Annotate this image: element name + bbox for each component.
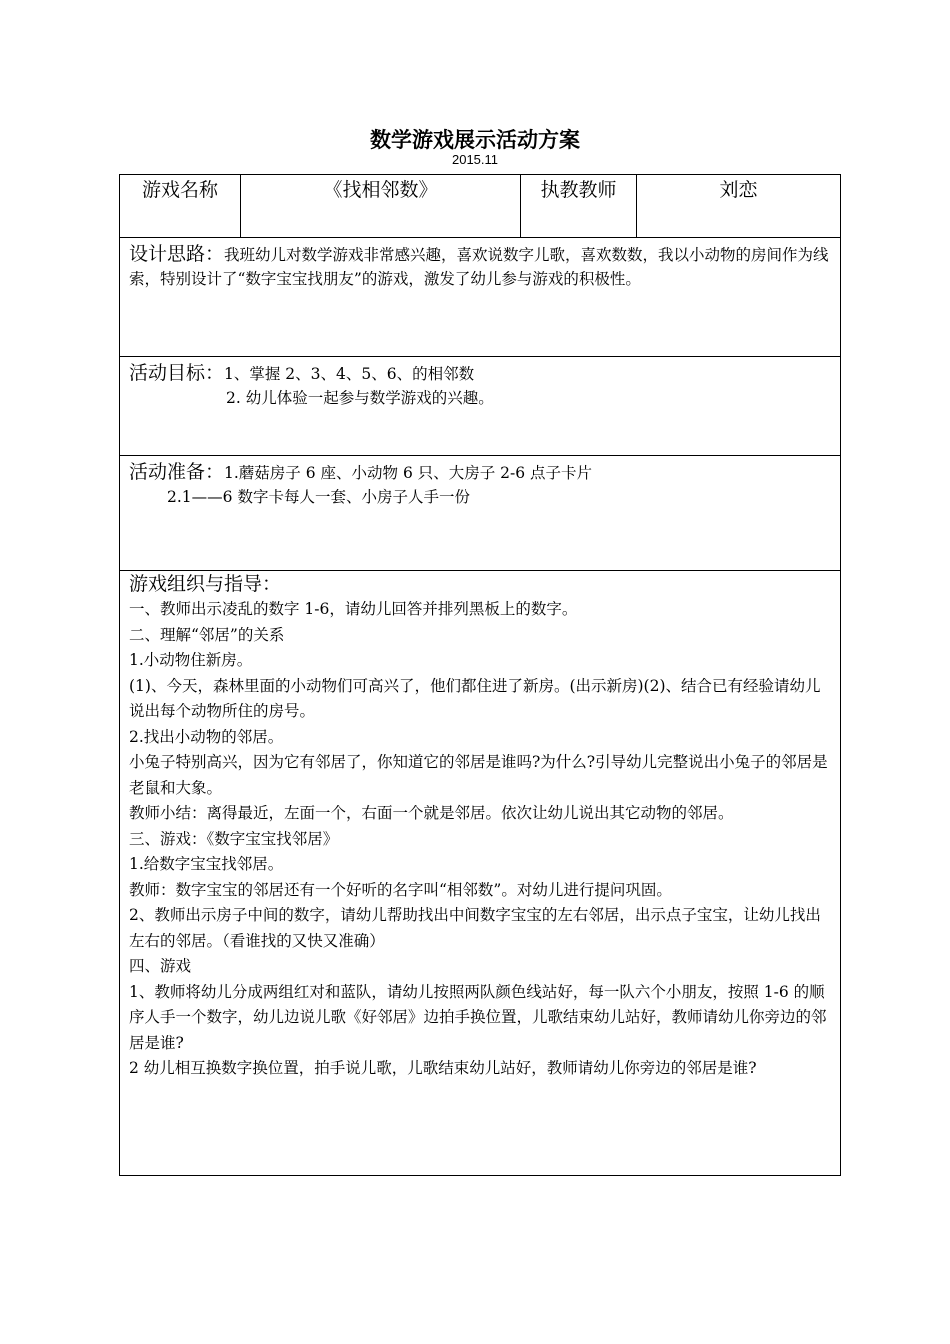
goal-item: 2. 幼儿体验一起参与数学游戏的兴趣。 [226,389,494,407]
design-row [120,238,841,357]
teacher-label: 执教教师 [521,175,637,238]
guidance-line: 三、游戏：《数字宝宝找邻居》 [129,829,339,848]
preparation-item: 1.蘑菇房子 6 座、小动物 6 只、大房子 2-6 点子卡片 [224,464,593,482]
header-row [120,175,841,238]
preparation-item: 2.1——6 数字卡每人一套、小房子人手一份 [167,488,470,506]
goals-cell [120,357,841,456]
guidance-line: 1.给数字宝宝找邻居。 [129,855,284,873]
guidance-line: 教师：数字宝宝的邻居还有一个好听的名字叫“相邻数”。对幼儿进行提问巩固。 [129,880,672,899]
guidance-cell [120,571,841,1176]
guidance-line: 1.小动物住新房。 [129,651,253,669]
preparation-label: 活动准备： [129,461,225,483]
guidance-line: 二、理解“邻居”的关系 [129,625,285,644]
game-name-value: 《找相邻数》 [241,175,521,238]
guidance-line: 小兔子特别高兴，因为它有邻居了，你知道它的邻居是谁吗?为什么?引导幼儿完整说出小兔子的邻居是老鼠和大象。 [129,753,828,797]
guidance-label: 游戏组织与指导： [129,573,282,595]
guidance-line: 1、教师将幼儿分成两组红对和蓝队，请幼儿按照两队颜色线站好，每一队六个小朋友，按照 1-6 的顺序人手一个数字，幼儿边说儿歌《好邻居》边拍手换位置，儿歌结束幼儿站好，教师请幼儿你旁边的邻居是谁? [129,982,827,1052]
guidance-line: 教师小结：离得最近，左面一个，右面一个就是邻居。依次让幼儿说出其它动物的邻居。 [129,804,734,822]
guidance-line: 一、教师出示凌乱的数字 1-6，请幼儿回答并排列黑板上的数字。 [129,600,578,618]
goals-row [120,357,841,456]
goal-item: 1、掌握 2、3、4、5、6、的相邻数 [224,365,475,383]
guidance-row [120,571,841,1176]
goals-label: 活动目标： [129,362,225,384]
design-text: 我班幼儿对数学游戏非常感兴趣，喜欢说数字儿歌，喜欢数数，我以小动物的房间作为线索，特别设计了“数字宝宝找朋友”的游戏，激发了幼儿参与游戏的积极性。 [129,246,829,288]
design-cell [120,238,841,357]
guidance-line: 四、游戏 [129,957,192,975]
document-date: 2015.11 [451,152,499,167]
activity-plan-table [119,174,841,1176]
preparation-row [120,456,841,571]
design-label: 设计思路： [129,243,225,265]
game-name-label: 游戏名称 [120,175,241,238]
document-title: 数学游戏展示活动方案 [370,128,580,152]
teacher-value: 刘恋 [637,175,841,238]
guidance-line: (1)、今天，森林里面的小动物们可高兴了，他们都住进了新房。(出示新房)(2)、结合已有经验请幼儿说出每个动物所住的房号。 [129,676,821,720]
preparation-cell [120,456,841,571]
guidance-line: 2、教师出示房子中间的数字，请幼儿帮助找出中间数字宝宝的左右邻居，出示点子宝宝，让幼儿找出左右的邻居。（看谁找的又快又准确） [129,906,821,950]
guidance-line: 2.找出小动物的邻居。 [129,727,284,746]
guidance-line: 2 幼儿相互换数字换位置，拍手说儿歌，儿歌结束幼儿站好，教师请幼儿你旁边的邻居是谁? [129,1059,757,1077]
